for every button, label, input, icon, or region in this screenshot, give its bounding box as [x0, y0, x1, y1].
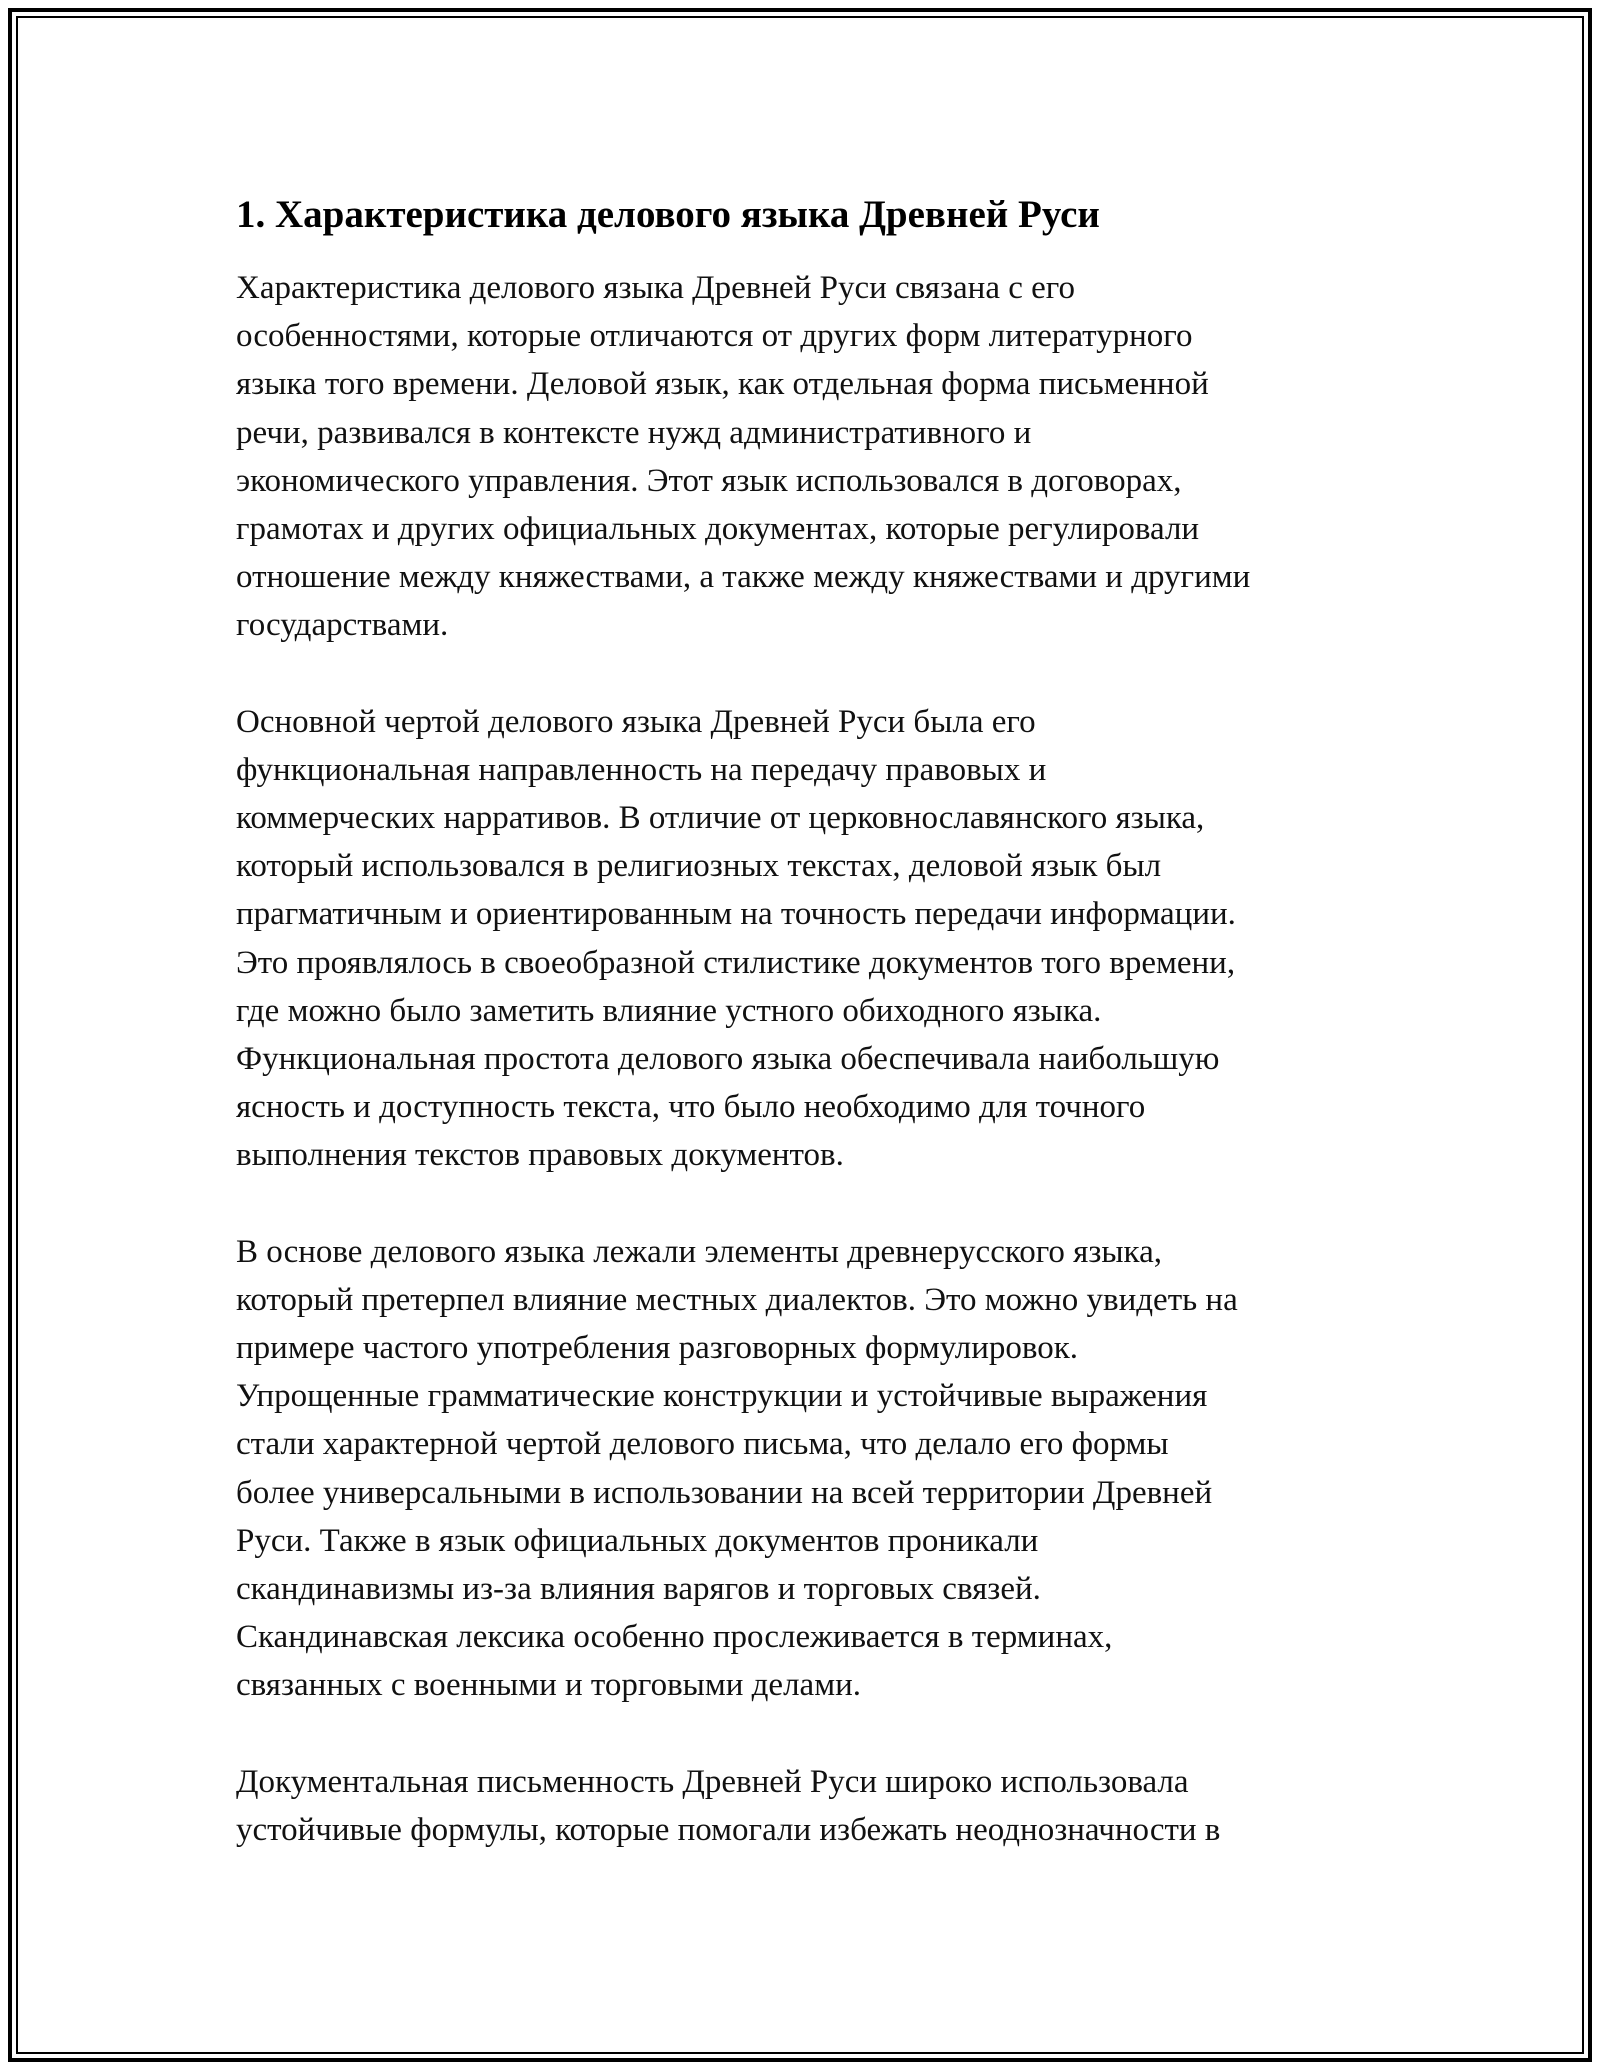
text-line: Руси. Также в язык официальных документов проникали — [236, 1522, 1039, 1559]
text-line: прагматичным и ориентированным на точность передачи информации. — [236, 896, 1236, 933]
text-line: Основной чертой делового языка Древней Руси была его — [236, 703, 1036, 740]
text-line: Скандинавская лексика особенно прослеживается в терминах, — [236, 1619, 1113, 1656]
text-line: где можно было заметить влияние устного обиходного языка. — [236, 992, 1102, 1029]
text-line: языка того времени. Деловой язык, как отдельная форма письменной — [236, 366, 1209, 403]
text-line: грамотах и других официальных документах, которые регулировали — [236, 511, 1200, 548]
text-line: экономического управления. Этот язык использовался в договорах, — [236, 462, 1182, 499]
paragraph-3 — [236, 1228, 1386, 1710]
text-line: Документальная письменность Древней Руси широко использовала — [236, 1763, 1189, 1800]
text-line: ясность и доступность текста, что было необходимо для точного — [236, 1089, 1146, 1126]
paragraph-4 — [236, 1758, 1386, 1854]
text-line: Это проявлялось в своеобразной стилистике документов того времени, — [236, 944, 1236, 981]
text-line: Функциональная простота делового языка обеспечивала наибольшую — [236, 1041, 1220, 1078]
text-line: устойчивые формулы, которые помогали избежать неоднозначности в — [236, 1811, 1221, 1848]
text-line: речи, развивался в контексте нужд административного и — [236, 414, 1032, 451]
text-line: коммерческих нарративов. В отличие от церковнославянского языка, — [236, 800, 1205, 837]
text-line: Характеристика делового языка Древней Руси связана с его — [236, 270, 1075, 306]
text-line: примере частого употребления разговорных формулировок. — [236, 1330, 1079, 1367]
section-heading: 1. Характеристика делового языка Древней Руси — [236, 193, 1100, 236]
text-line: скандинавизмы из-за влияния варягов и торговых связей. — [236, 1571, 1041, 1608]
text-line: государствами. — [236, 607, 449, 644]
text-line: Упрощенные грамматические конструкции и устойчивые выражения — [236, 1378, 1208, 1415]
text-line: функциональная направленность на передачу правовых и — [236, 751, 1047, 788]
document-body — [236, 186, 1386, 1902]
text-line: связанных с военными и торговыми делами. — [236, 1667, 861, 1704]
text-line: который использовался в религиозных текстах, деловой язык был — [236, 848, 1162, 885]
paragraph-2 — [236, 698, 1386, 1180]
text-line: особенностями, которые отличаются от других форм литературного — [236, 318, 1193, 355]
text-line: отношение между княжествами, а также между княжествами и другими — [236, 559, 1251, 596]
text-line: стали характерной чертой делового письма, что делало его формы — [236, 1426, 1169, 1463]
text-line: В основе делового языка лежали элементы древнерусского языка, — [236, 1233, 1162, 1270]
text-line: выполнения текстов правовых документов. — [236, 1137, 844, 1174]
text-line: который претерпел влияние местных диалектов. Это можно увидеть на — [236, 1281, 1238, 1318]
paragraph-1 — [236, 264, 1386, 650]
text-line: более универсальными в использовании на всей территории Древней — [236, 1474, 1213, 1511]
